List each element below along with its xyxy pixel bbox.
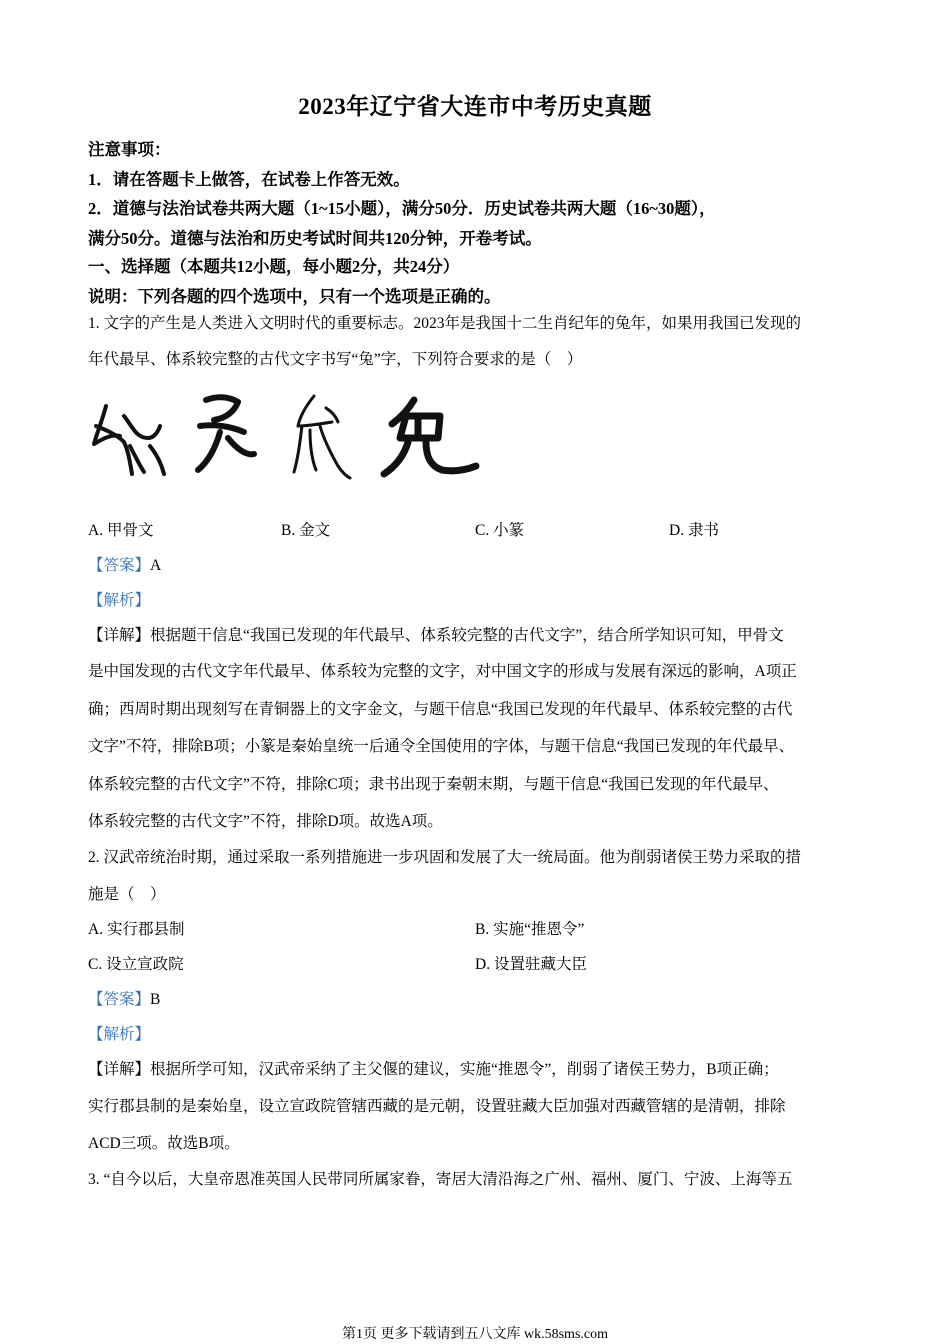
q1-detail-line-1 — [88, 623, 784, 645]
section-heading: 一、选择题（本题共12小题，每小题2分，共24分） — [88, 257, 460, 276]
q1-answer-tag: 【答案】 — [88, 557, 151, 574]
q1-detail-line-4: 文字”不符，排除B项；小篆是秦始皇统一后通令全国使用的字体，与题干信息“我国已发现的年代最早、 — [88, 738, 795, 755]
q2-answer: B — [150, 991, 161, 1008]
q2-detail-line-3: ACD三项。故选B项。 — [88, 1135, 240, 1152]
q1-answer-line — [88, 553, 161, 575]
rabbit-character-scripts-image — [88, 386, 488, 486]
q1-stem-line-1: 1. 文字的产生是人类进入文明时代的重要标志。2023年是我国十二生肖纪年的兔年，如果用我国已发现的 — [88, 315, 802, 332]
q1-detail-line-6: 体系较完整的古代文字”不符，排除D项。故选A项。 — [88, 813, 443, 830]
bronze-rabbit-glyph — [198, 397, 254, 470]
q1-detail-text-1: 根据题干信息“我国已发现的年代最早、体系较完整的古代文字”，结合所学知识可知，甲骨文 — [150, 627, 784, 644]
q1-option-c: C. 小篆 — [475, 522, 525, 539]
q1-option-a: A. 甲骨文 — [88, 522, 154, 539]
section-note: 说明：下列各题的四个选项中，只有一个选项是正确的。 — [88, 287, 501, 306]
q2-stem-line-1: 2. 汉武帝统治时期，通过采取一系列措施进一步巩固和发展了大一统局面。他为削弱诸侯王势力采取的措 — [88, 849, 802, 866]
q1-answer: A — [150, 557, 162, 574]
q2-stem-line-2: 施是（ ） — [88, 886, 166, 903]
q3-stem-line-1: 3. “自今以后，大皇帝恩准英国人民带同所属家眷，寄居大清沿海之广州、福州、厦门、宁波、上海等五 — [88, 1171, 793, 1188]
q2-detail-line-2: 实行郡县制的是秦始皇，设立宣政院管辖西藏的是元朝，设置驻藏大臣加强对西藏管辖的是清朝，排除 — [88, 1098, 786, 1115]
q2-option-d: D. 设置驻藏大臣 — [475, 956, 587, 973]
q1-option-b: B. 金文 — [281, 522, 331, 539]
notice-item-2-line-1: 2．道德与法治试卷共两大题（1~15小题），满分50分．历史试卷共两大题（16~30题）， — [88, 199, 716, 218]
q2-option-b: B. 实施“推恩令” — [475, 921, 585, 938]
clerical-rabbit-glyph — [384, 400, 476, 474]
seal-rabbit-glyph — [294, 396, 350, 478]
page-title: 2023年辽宁省大连市中考历史真题 — [298, 94, 652, 119]
notice-item-2-line-2: 满分50分。道德与法治和历史考试时间共120分钟，开卷考试。 — [88, 229, 542, 248]
oracle-bone-rabbit-glyph — [94, 406, 164, 474]
q1-detail-line-3: 确；西周时期出现刻写在青铜器上的文字金文，与题干信息“我国已发现的年代最早、体系较完整的古代 — [88, 701, 793, 718]
q2-option-a: A. 实行郡县制 — [88, 921, 185, 938]
q1-option-d: D. 隶书 — [669, 522, 719, 539]
q1-analysis-tag: 【解析】 — [88, 592, 151, 609]
page-footer: 第1页 更多下载请到五八文库 wk.58sms.com — [342, 1327, 608, 1342]
q2-detail-line-1 — [88, 1057, 779, 1079]
q2-answer-tag: 【答案】 — [88, 991, 151, 1008]
q1-detail-line-5: 体系较完整的古代文字”不符，排除C项；隶书出现于秦朝末期，与题干信息“我国已发现的年代最早、 — [88, 776, 779, 793]
q2-option-c: C. 设立宣政院 — [88, 956, 184, 973]
q2-detail-tag: 【详解】 — [88, 1061, 151, 1078]
q1-detail-tag: 【详解】 — [88, 627, 151, 644]
notice-item-1: 1．请在答题卡上做答，在试卷上作答无效。 — [88, 170, 410, 189]
q2-detail-text-1: 根据所学可知，汉武帝采纳了主父偃的建议，实施“推恩令”，削弱了诸侯王势力，B项正确； — [150, 1061, 779, 1078]
q1-stem-line-2: 年代最早、体系较完整的古代文字书写“兔”字，下列符合要求的是（ ） — [88, 351, 583, 368]
q2-analysis-tag: 【解析】 — [88, 1026, 151, 1043]
q1-detail-line-2: 是中国发现的古代文字年代最早、体系较为完整的文字，对中国文字的形成与发展有深远的影响，A项正 — [88, 663, 797, 680]
q2-answer-line — [88, 987, 160, 1009]
notice-heading: 注意事项： — [88, 140, 171, 159]
